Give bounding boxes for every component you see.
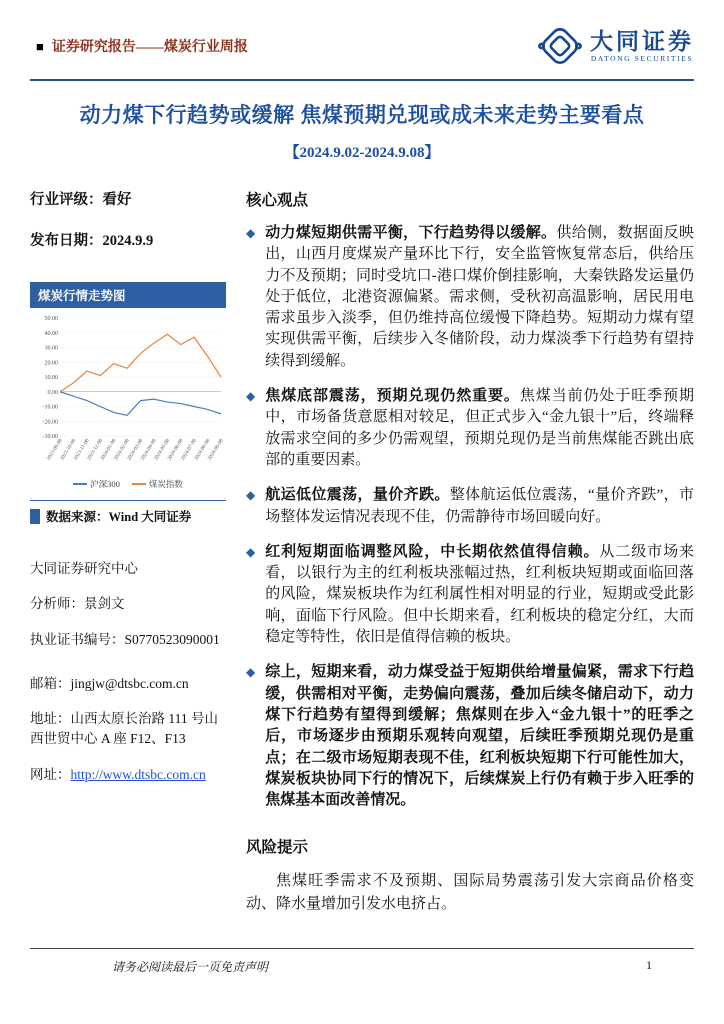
website-link[interactable]: http://www.dtsbc.com.cn bbox=[70, 766, 206, 782]
license-number: 执业证书编号：S0770523090001 bbox=[30, 631, 220, 647]
svg-text:2024-05-08: 2024-05-08 bbox=[153, 437, 172, 462]
coal-index-line-swatch-icon bbox=[132, 483, 146, 485]
risk-text: 焦煤旺季需求不及预期、国际局势震荡引发大宗商品价格变动、降水量增加引发水电挤占。 bbox=[246, 873, 694, 912]
svg-text:2024-07-08: 2024-07-08 bbox=[179, 437, 198, 462]
legend-item-hs300 bbox=[73, 478, 120, 490]
core-view-bullet-2 bbox=[246, 386, 694, 471]
brand-name: 大同证券 bbox=[590, 28, 694, 54]
core-view-title: 核心观点 bbox=[246, 192, 309, 209]
core-view-bullet-1 bbox=[246, 223, 694, 372]
page-footer bbox=[30, 948, 694, 975]
diamond-bullet-icon: ◆ bbox=[246, 488, 256, 503]
main-content bbox=[246, 188, 694, 946]
blue-block-icon bbox=[30, 509, 40, 524]
header-divider bbox=[30, 79, 694, 81]
svg-text:2023-10-08: 2023-10-08 bbox=[59, 437, 78, 462]
company-address: 地址：山西太原长治路 111 号山西世贸中心 A 座 F12、F13 bbox=[30, 711, 218, 747]
coal-trend-chart bbox=[30, 308, 226, 486]
data-source-row bbox=[30, 500, 226, 525]
report-type-label: 证券研究报告——煤炭行业周报 bbox=[51, 40, 248, 55]
svg-text:2024-04-08: 2024-04-08 bbox=[139, 437, 158, 462]
chart-title: 煤炭行情走势图 bbox=[30, 282, 226, 308]
industry-rating: 行业评级：看好 bbox=[30, 192, 132, 208]
brand-block bbox=[538, 24, 694, 68]
core-view-bullet-3 bbox=[246, 485, 694, 528]
analyst-info bbox=[30, 559, 226, 785]
svg-text:2024-01-08: 2024-01-08 bbox=[99, 437, 118, 462]
page-number: 1 bbox=[646, 958, 652, 972]
publish-date: 发布日期：2024.9.9 bbox=[30, 233, 154, 249]
website-row bbox=[30, 765, 226, 785]
hs300-line-swatch-icon bbox=[73, 483, 87, 485]
svg-text:-20.00: -20.00 bbox=[42, 419, 58, 426]
svg-text:2024-08-08: 2024-08-08 bbox=[193, 437, 212, 462]
bullet-text: 综上，短期来看，动力煤受益于短期供给增量偏紧，需求下行趋缓，供需相对平衡，走势偏向震荡，叠加后续冬储启动下，动力煤下行趋势有望得到缓解；焦煤则在步入“金九银十”的旺季之后，市场逐步由预期乐观转向观望，后续旺季预期兑现仍是重点；在二级市场短期表现不佳，红利板块短期下行可能性加大，煤炭板块协同下行的情况下，后续煤炭上行仍有赖于步入旺季的焦煤基本面改善情况。 bbox=[265, 664, 694, 809]
svg-text:40.00: 40.00 bbox=[44, 330, 58, 337]
content-columns bbox=[30, 188, 694, 946]
report-title: 动力煤下行趋势或缓解 焦煤预期兑现或成未来走势主要看点 bbox=[79, 103, 645, 127]
svg-text:2024-09-08: 2024-09-08 bbox=[206, 437, 225, 462]
core-view-bullet-5 bbox=[246, 662, 694, 811]
brand-text bbox=[590, 29, 694, 63]
diamond-bullet-icon: ◆ bbox=[246, 226, 256, 240]
website-label: 网址： bbox=[30, 766, 71, 782]
svg-text:2024-06-08: 2024-06-08 bbox=[166, 437, 185, 462]
svg-text:20.00: 20.00 bbox=[44, 360, 58, 367]
svg-text:2023-12-08: 2023-12-08 bbox=[86, 437, 104, 462]
diamond-bullet-icon: ◆ bbox=[246, 389, 256, 404]
page-header bbox=[36, 24, 694, 68]
black-square-icon: ■ bbox=[36, 38, 44, 54]
bullet-text: 红利短期面临调整风险，中长期依然值得信赖。从二级市场来看，以银行为主的红利板块涨幅过热，红利板块短期或面临回落的风险，煤炭板块作为红利属性相对明显的行业，短期或受此影响，面临下行风险。但中长期来看，红利板块的稳定分红，大而稳定等特性，依旧是值得信赖的板块。 bbox=[265, 543, 694, 646]
bullet-text: 动力煤短期供需平衡，下行趋势得以缓解。供给侧，数据面反映出，山西月度煤炭产量环比下行，安全监管恢复常态后，供给压力不及预期；同时受坑口-港口煤价倒挂影响，大秦铁路发运量仍处于低位，北港资源偏紧。需求侧，受秋初高温影响，居民用电需求虽步入淡季，但仍维持高位缓慢下降趋势。短期动力煤有望实现供需平衡，后续步入冬储阶段，动力煤淡季下行趋势有望持续得到缓解。 bbox=[265, 225, 694, 369]
coal-trend-chart-box bbox=[30, 282, 226, 525]
svg-text:2023-11-08: 2023-11-08 bbox=[72, 437, 91, 462]
svg-text:-30.00: -30.00 bbox=[42, 434, 58, 440]
brand-name-en: DATONG SECURITIES bbox=[590, 54, 694, 64]
risk-title: 风险提示 bbox=[246, 839, 309, 857]
analyst-name: 分析师：景剑文 bbox=[30, 596, 125, 612]
svg-text:2024-03-08: 2024-03-08 bbox=[126, 437, 145, 462]
legend-item-coal-index bbox=[132, 478, 183, 490]
svg-text:2024-02-08: 2024-02-08 bbox=[112, 437, 131, 462]
report-type-banner bbox=[36, 36, 248, 56]
svg-text:0.00: 0.00 bbox=[47, 389, 58, 396]
diamond-bullet-icon: ◆ bbox=[246, 544, 256, 559]
research-center-label: 大同证券研究中心 bbox=[30, 561, 138, 576]
core-view-bullet-4 bbox=[246, 542, 694, 648]
svg-text:2023-09-08: 2023-09-08 bbox=[45, 437, 64, 462]
svg-text:10.00: 10.00 bbox=[44, 375, 58, 381]
bullet-text: 焦煤底部震荡，预期兑现仍然重要。焦煤当前仍处于旺季预期中，市场备货意愿相对较足，但正式步入“金九银十”后，终端释放需求空间的多少仍需观望，预期兑现仍是当前焦煤能否跳出底部的重要因素。 bbox=[265, 388, 694, 468]
diamond-bullet-icon: ◆ bbox=[246, 665, 256, 680]
sidebar bbox=[30, 188, 226, 946]
data-source-label: 数据来源：Wind 大同证券 bbox=[46, 510, 192, 524]
legend-label-hs300: 沪深300 bbox=[90, 479, 120, 489]
svg-text:30.00: 30.00 bbox=[44, 345, 58, 352]
svg-text:50.00: 50.00 bbox=[44, 316, 58, 322]
datong-logo-icon bbox=[538, 24, 582, 68]
bullet-text: 航运低位震荡，量价齐跌。整体航运低位震荡，“量价齐跌”，市场整体发运情况表现不佳，仍需静待市场回暖向好。 bbox=[265, 487, 694, 525]
report-period: 【2024.9.02-2024.9.08】 bbox=[284, 145, 440, 161]
footer-disclaimer: 请务必阅读最后一页免责声明 bbox=[112, 960, 269, 974]
analyst-email: 邮箱：jingjw@dtsbc.com.cn bbox=[30, 675, 189, 691]
svg-text:-10.00: -10.00 bbox=[42, 404, 58, 411]
legend-label-coal-index: 煤炭指数 bbox=[148, 479, 183, 489]
